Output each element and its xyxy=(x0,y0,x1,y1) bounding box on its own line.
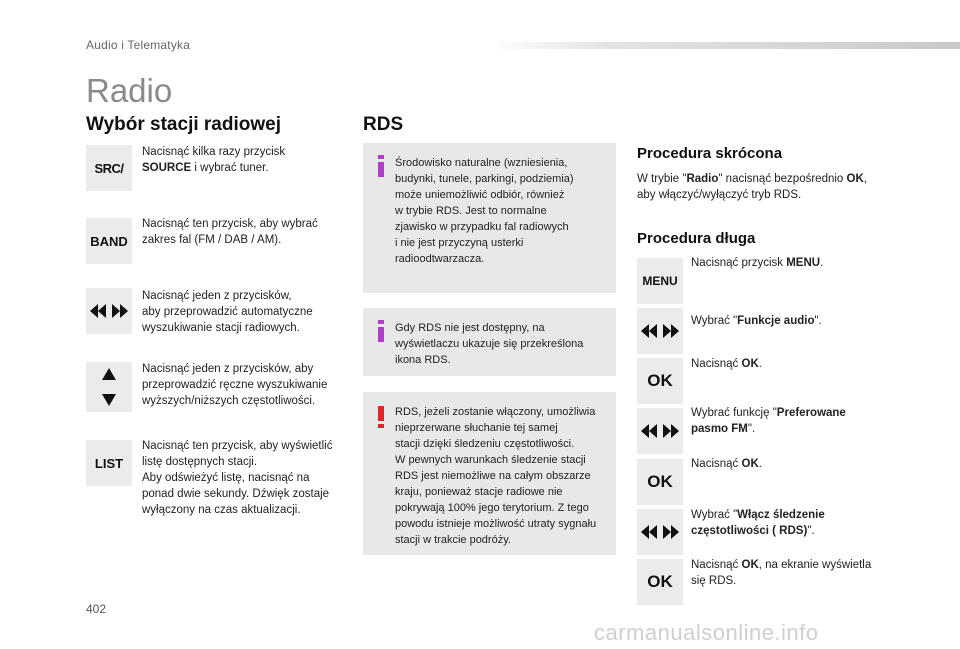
item-auto-search-text: Nacisnąć jeden z przycisków, aby przeprowadzić automatyczne wyszukiwanie stacji radiowych. xyxy=(142,290,313,334)
item-list-text: Nacisnąć ten przycisk, aby wyświetlić listę dostępnych stacji. Aby odświeżyć listę, nacisnąć na ponad dwie sekundy. Dźwięk zostaje wyłączony na czas aktualizacji. xyxy=(142,440,333,516)
long-step-7-text: Nacisnąć OK, na ekranie wyświetla się RDS. xyxy=(691,559,872,587)
long-step-4-text: Wybrać funkcję "Preferowane pasmo FM". xyxy=(691,407,846,435)
ok-button-icon: OK xyxy=(637,459,683,505)
list-button-icon: LIST xyxy=(86,440,132,486)
long-step-2-text: Wybrać "Funkcje audio". xyxy=(691,315,822,327)
info-icon xyxy=(377,155,385,177)
watermark: carmanualsonline.info xyxy=(594,620,819,645)
short-procedure-text: W trybie "Radio" nacisnąć bezpośrednio OK, aby włączyć/wyłączyć tryb RDS. xyxy=(637,173,867,201)
seek-arrows-icon xyxy=(86,288,132,334)
seek-arrows-icon xyxy=(637,509,683,555)
up-down-arrows-icon xyxy=(86,362,132,412)
warning-icon xyxy=(377,406,385,428)
warning-note-rds-tracking: RDS, jeżeli zostanie włączony, umożliwia nieprzerwane słuchanie tej samej stacji dzięki śledzeniu częstotliwości. W pewnych warunkach śledzenie stacji RDS jest niemożliwe na całym obszarze kraju, ponieważ stacje radiowe nie pokrywają 100% jego terytorium. Z tego powodu istnieje możliwość utraty sygnału stacji w trakcie podróży. xyxy=(363,392,616,555)
section-title-station-selection: Wybór stacji radiowej xyxy=(86,114,281,135)
page-number: 402 xyxy=(86,602,107,616)
header-label: Audio i Telematyka xyxy=(86,38,191,52)
section-title-short-procedure: Procedura skrócona xyxy=(637,145,783,162)
seek-arrows-icon xyxy=(637,408,683,454)
menu-button-icon: MENU xyxy=(637,258,683,304)
section-title-long-procedure: Procedura długa xyxy=(637,230,756,247)
info-note-rds-unavailable: Gdy RDS nie jest dostępny, na wyświetlaczu ukazuje się przekreślona ikona RDS. xyxy=(363,308,616,376)
item-src-text: Nacisnąć kilka razy przycisk SOURCE i wybrać tuner. xyxy=(142,146,286,174)
ok-button-icon: OK xyxy=(637,358,683,404)
long-step-6-text: Wybrać "Włącz śledzenie częstotliwości ( RDS)". xyxy=(691,509,825,537)
long-step-1-text: Nacisnąć przycisk MENU. xyxy=(691,257,824,269)
src-button-icon: SRC/ xyxy=(86,145,132,191)
long-step-5-text: Nacisnąć OK. xyxy=(691,458,762,470)
info-note-environment: Środowisko naturalne (wzniesienia, budynki, tunele, parkingi, podziemia) może uniemożliwić odbiór, również w trybie RDS. Jest to normalne zjawisko w przypadku fal radiowych i nie jest przyczyną usterki radioodtwarzacza. xyxy=(363,143,616,293)
band-button-icon: BAND xyxy=(86,218,132,264)
header-bar xyxy=(490,42,960,49)
item-manual-search-text: Nacisnąć jeden z przycisków, aby przeprowadzić ręczne wyszukiwanie wyższych/niższych częstotliwości. xyxy=(142,363,328,407)
seek-arrows-icon xyxy=(637,308,683,354)
long-step-3-text: Nacisnąć OK. xyxy=(691,358,762,370)
info-icon xyxy=(377,320,385,342)
item-band-text: Nacisnąć ten przycisk, aby wybrać zakres fal (FM / DAB / AM). xyxy=(142,218,318,246)
section-title-rds: RDS xyxy=(363,114,404,135)
page-title: Radio xyxy=(86,72,173,109)
ok-button-icon: OK xyxy=(637,559,683,605)
